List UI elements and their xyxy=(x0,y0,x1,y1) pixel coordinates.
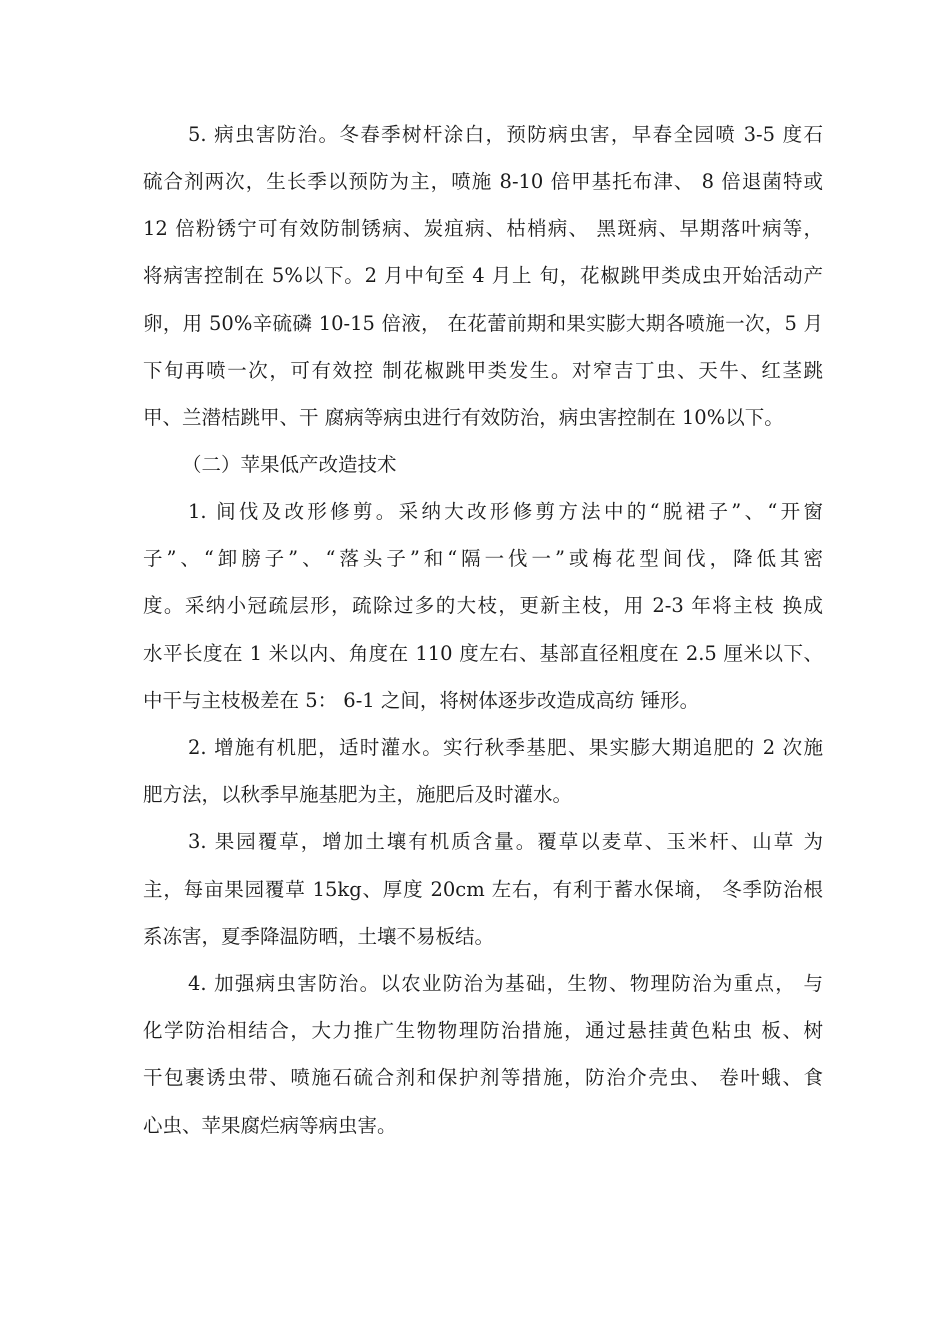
text-line: 1. 间伐及改形修剪。采纳大改形修剪方法中的“脱裙子”、“开窗 xyxy=(188,500,823,523)
text-line: 4. 加强病虫害防治。以农业防治为基础，生物、物理防治为重点， 与 xyxy=(188,972,823,995)
text-line: 2. 增施有机肥，适时灌水。实行秋季基肥、果实膨大期追肥的 2 次施 xyxy=(188,736,823,759)
text-line: 干包裹诱虫带、喷施石硫合剂和保护剂等措施，防治介壳虫、 卷叶蛾、食 xyxy=(143,1066,823,1089)
text-line: 主，每亩果园覆草 15kg、厚度 20cm 左右，有利于蓄水保墒， 冬季防治根 xyxy=(143,878,823,901)
text-line: 下旬再喷一次，可有效控 制花椒跳甲类发生。对窄吉丁虫、天牛、红茎跳 xyxy=(143,359,823,382)
text-line: 子”、“卸膀子”、“落头子”和“隔一伐一”或梅花型间伐，降低其密 xyxy=(143,547,823,570)
text-line: 3. 果园覆草，增加土壤有机质含量。覆草以麦草、玉米杆、山草 为 xyxy=(188,830,823,853)
text-line: 中干与主枝极差在 5： 6-1 之间，将树体逐步改造成高纺 锤形。 xyxy=(143,689,700,712)
text-line: 肥方法，以秋季早施基肥为主，施肥后及时灌水。 xyxy=(143,783,573,806)
text-line: 水平长度在 1 米以内、角度在 110 度左右、基部直径粗度在 2.5 厘米以下、 xyxy=(143,642,823,665)
text-line: 心虫、苹果腐烂病等病虫害。 xyxy=(143,1114,397,1137)
text-line: 5. 病虫害防治。冬春季树杆涂白，预防病虫害，早春全园喷 3-5 度石 xyxy=(188,123,823,146)
text-line: 甲、兰潜桔跳甲、干 腐病等病虫进行有效防治，病虫害控制在 10%以下。 xyxy=(143,406,784,429)
text-line: 度。采纳小冠疏层形，疏除过多的大枝，更新主枝，用 2-3 年将主枝 换成 xyxy=(143,594,823,617)
text-line: 将病害控制在 5%以下。2 月中旬至 4 月上 旬，花椒跳甲类成虫开始活动产 xyxy=(143,264,823,287)
text-line: 12 倍粉锈宁可有效防制锈病、炭疽病、枯梢病、 黑斑病、早期落叶病等， xyxy=(143,217,823,240)
text-line: 化学防治相结合，大力推广生物物理防治措施，通过悬挂黄色粘虫 板、树 xyxy=(143,1019,823,1042)
section-heading: （二）苹果低产改造技术 xyxy=(182,453,397,476)
text-line: 卵，用 50%辛硫磷 10-15 倍液， 在花蕾前期和果实膨大期各喷施一次，5 月 xyxy=(143,312,823,335)
text-line: 系冻害，夏季降温防晒，土壤不易板结。 xyxy=(143,925,495,948)
text-line: 硫合剂两次，生长季以预防为主，喷施 8-10 倍甲基托布津、 8 倍退菌特或 xyxy=(143,170,823,193)
